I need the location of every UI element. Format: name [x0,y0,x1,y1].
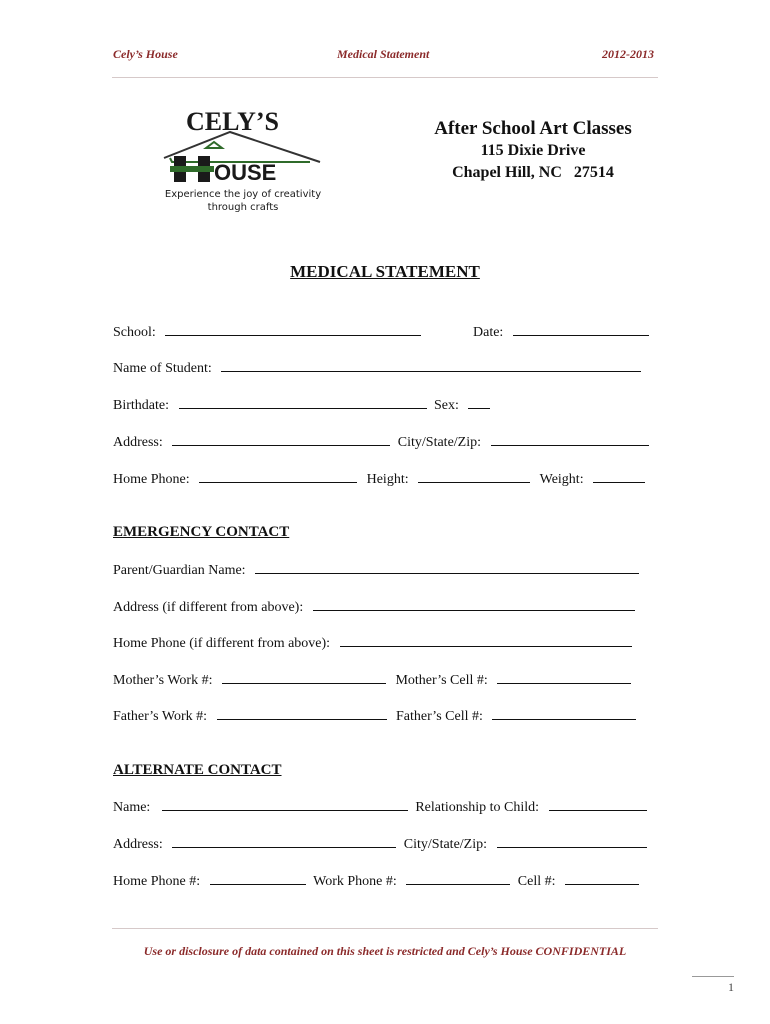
alternate-heading: ALTERNATE CONTACT [113,762,282,778]
header-right: 2012-2013 [602,47,654,61]
weight-label: Weight: [539,472,584,487]
height-label: Height: [366,472,409,487]
relationship-label: Relationship to Child: [415,800,539,815]
student-row [113,358,641,378]
date-field[interactable] [513,322,649,336]
guardian-row [113,560,639,580]
sex-field[interactable] [468,395,490,409]
father-cell-field[interactable] [492,706,636,720]
father-work-field[interactable] [217,706,387,720]
city-label: City/State/Zip: [397,435,482,450]
mother-cell-field[interactable] [497,670,631,684]
alt-address-field[interactable] [172,834,396,848]
address-label: Address: [113,435,163,450]
address-line-2: Chapel Hill, NC 27514 [452,164,614,181]
height-field[interactable] [418,469,530,483]
relationship-field[interactable] [549,797,647,811]
alt-city-label: City/State/Zip: [403,837,488,852]
alt-work-phone-field[interactable] [406,871,510,885]
emergency-address-row [113,597,635,617]
emergency-address-label: Address (if different from above): [113,600,304,615]
house-logo [160,100,326,216]
emergency-phone-field[interactable] [340,633,632,647]
alt-work-phone-label: Work Phone #: [313,874,397,889]
birthdate-row [113,395,490,415]
birthdate-label: Birthdate: [113,398,169,413]
student-label: Name of Student: [113,361,212,376]
header-rule [112,77,658,78]
emergency-address-field[interactable] [313,597,635,611]
father-row [113,706,636,726]
alt-home-phone-field[interactable] [210,871,306,885]
logo-tagline-2: through crafts [207,202,279,213]
alt-home-phone-label: Home Phone #: [113,874,201,889]
emergency-phone-row [113,633,632,653]
alt-name-row [113,797,647,817]
page-number: 1 [728,980,734,994]
svg-text:OUSE: OUSE [214,160,277,185]
home-phone-field[interactable] [199,469,357,483]
sex-label: Sex: [434,398,459,413]
header-center: Medical Statement [337,47,430,61]
home-phone-label: Home Phone: [113,472,190,487]
alt-address-row [113,834,647,854]
header-left: Cely’s House [113,47,178,61]
alt-cell-label: Cell #: [517,874,556,889]
page-number-rule [692,976,734,977]
alt-name-label: Name: [113,800,151,815]
weight-field[interactable] [593,469,645,483]
mother-cell-label: Mother’s Cell #: [395,673,488,688]
alt-city-field[interactable] [497,834,647,848]
alt-cell-field[interactable] [565,871,639,885]
logo-word-1: CELY’S [186,107,279,136]
school-field[interactable] [165,322,421,336]
mother-work-field[interactable] [222,670,386,684]
mother-row [113,670,631,690]
confidential-footer: Use or disclosure of data contained on this sheet is restricted and Cely’s House CONFIDENTIAL [143,944,627,958]
birthdate-field[interactable] [179,395,427,409]
footer-rule [112,928,658,929]
mother-work-label: Mother’s Work #: [113,673,213,688]
alt-address-label: Address: [113,837,163,852]
student-name-field[interactable] [221,358,641,372]
alt-phone-row [113,871,639,891]
address-row [113,432,649,452]
father-work-label: Father’s Work #: [113,709,208,724]
program-name: After School Art Classes [434,118,632,139]
address-field[interactable] [172,432,390,446]
school-row [113,322,421,342]
phone-row [113,469,645,489]
guardian-field[interactable] [255,560,639,574]
address-line-1: 115 Dixie Drive [480,142,586,159]
city-field[interactable] [491,432,649,446]
school-label: School: [113,325,156,340]
page-title: MEDICAL STATEMENT [290,262,480,281]
alt-name-field[interactable] [162,797,408,811]
logo-tagline-1: Experience the joy of creativity [164,189,322,200]
date-row [473,322,649,342]
date-label: Date: [473,325,504,340]
father-cell-label: Father’s Cell #: [396,709,483,724]
emergency-heading: EMERGENCY CONTACT [113,524,290,540]
emergency-phone-label: Home Phone (if different from above): [113,636,331,651]
guardian-label: Parent/Guardian Name: [113,563,246,578]
